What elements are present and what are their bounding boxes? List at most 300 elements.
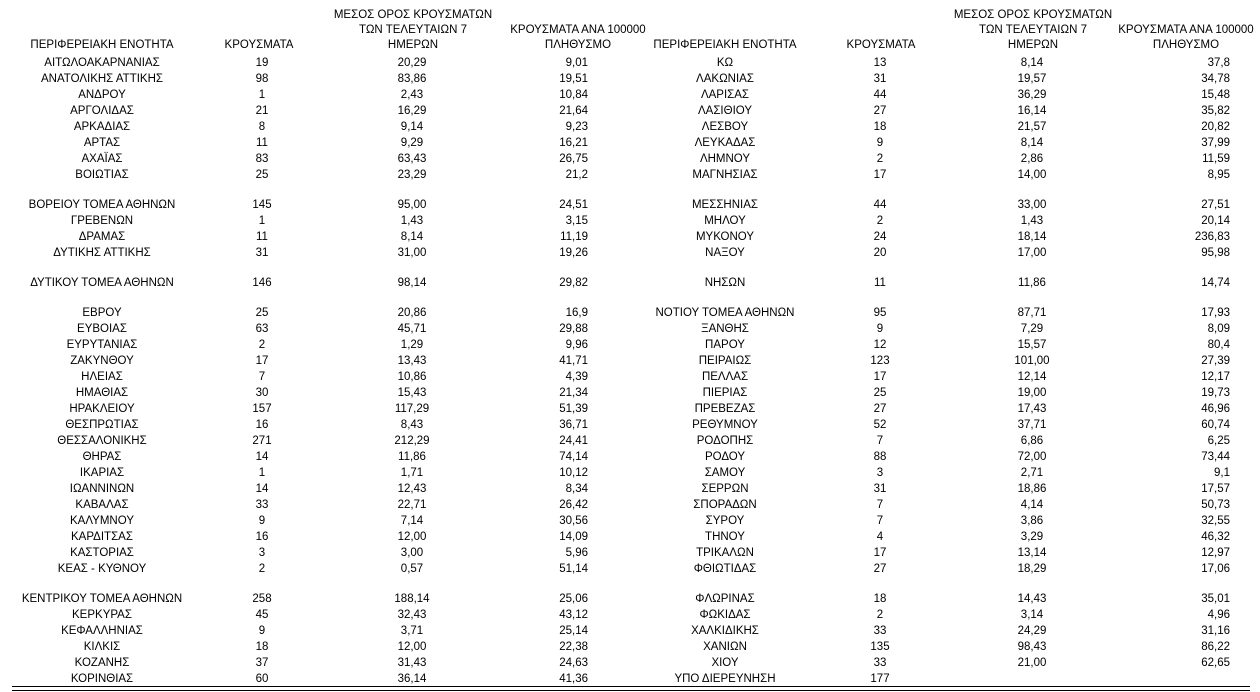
per100k-cell: 43,12 bbox=[559, 609, 588, 621]
per100k-cell: 26,75 bbox=[559, 153, 588, 165]
avg7-cell: 32,43 bbox=[397, 609, 427, 621]
cases-cell: 27 bbox=[873, 105, 887, 117]
avg7-cell: 72,00 bbox=[1017, 451, 1047, 463]
per100k-cell: 26,42 bbox=[559, 499, 588, 511]
avg7-cell: 16,29 bbox=[397, 105, 427, 117]
row-spacer bbox=[640, 261, 810, 275]
per100k-cell: 62,65 bbox=[1201, 657, 1230, 669]
avg7-cell: 15,43 bbox=[397, 387, 427, 399]
region-cell: ΦΘΙΩΤΙΔΑΣ bbox=[693, 563, 757, 575]
region-cell: ΜΗΛΟΥ bbox=[704, 215, 746, 227]
avg7-cell: 15,57 bbox=[1017, 339, 1047, 351]
region-cell: ΚΙΛΚΙΣ bbox=[83, 641, 121, 653]
row-spacer bbox=[528, 183, 588, 197]
row-spacer bbox=[992, 577, 1072, 591]
per100k-cell: 25,06 bbox=[559, 593, 588, 605]
avg7-cell: 4,14 bbox=[1020, 499, 1044, 511]
region-cell: ΦΛΩΡΙΝΑΣ bbox=[695, 593, 755, 605]
cases-cell: 19 bbox=[255, 57, 269, 69]
cases-cell: 27 bbox=[873, 403, 887, 415]
region-cell: ΑΝΑΤΟΛΙΚΗΣ ΑΤΤΙΚΗΣ bbox=[40, 73, 163, 85]
per100k-cell: 31,16 bbox=[1201, 625, 1230, 637]
avg7-cell: 14,00 bbox=[1017, 169, 1047, 181]
avg7-cell: 1,43 bbox=[400, 215, 424, 227]
left-region-column bbox=[12, 55, 192, 687]
per100k-cell: 4,39 bbox=[565, 371, 588, 383]
avg7-cell: 98,14 bbox=[397, 277, 427, 289]
per100k-cell: 35,82 bbox=[1201, 105, 1230, 117]
row-spacer bbox=[992, 261, 1072, 275]
cases-cell: 45 bbox=[255, 609, 269, 621]
avg7-cell: 1,43 bbox=[1020, 215, 1044, 227]
row-spacer bbox=[222, 183, 302, 197]
cases-cell: 14 bbox=[255, 483, 269, 495]
cases-cell: 12 bbox=[873, 339, 887, 351]
per100k-cell: 21,2 bbox=[565, 169, 588, 181]
bottom-double-rule bbox=[12, 686, 1250, 691]
cases-cell: 63 bbox=[255, 323, 269, 335]
avg7-cell: 24,29 bbox=[1017, 625, 1047, 637]
region-cell: ΣΥΡΟΥ bbox=[705, 515, 745, 527]
per100k-cell: 19,51 bbox=[559, 73, 588, 85]
cases-cell: 157 bbox=[252, 403, 272, 415]
per100k-cell: 51,14 bbox=[559, 563, 588, 575]
avg7-cell: 9,14 bbox=[400, 121, 424, 133]
region-cell: ΠΕΛΛΑΣ bbox=[701, 371, 749, 383]
cases-cell: 9 bbox=[258, 515, 266, 527]
region-cell: ΕΒΡΟΥ bbox=[82, 307, 122, 319]
avg7-cell: 3,29 bbox=[1020, 531, 1044, 543]
per100k-cell: 25,14 bbox=[559, 625, 588, 637]
region-cell: ΑΝΔΡΟΥ bbox=[78, 89, 126, 101]
avg7-cell: 11,86 bbox=[1018, 277, 1046, 289]
left-header-cases bbox=[214, 38, 304, 53]
per100k-cell: 236,83 bbox=[1194, 231, 1230, 243]
row-spacer bbox=[222, 291, 302, 305]
per100k-cell: 14,74 bbox=[1201, 277, 1230, 289]
cases-cell: 8 bbox=[258, 121, 266, 133]
header-region-label: ΠΕΡΙΦΕΡΕΙΑΚΗ ΕΝΟΤΗΤΑ bbox=[653, 39, 797, 51]
per100k-cell: 17,06 bbox=[1201, 563, 1230, 575]
region-cell: ΠΑΡΟΥ bbox=[705, 339, 745, 351]
cases-cell: 4 bbox=[876, 531, 884, 543]
per100k-cell: 15,48 bbox=[1201, 89, 1230, 101]
cases-cell: 83 bbox=[255, 153, 269, 165]
avg7-cell: 13,14 bbox=[1017, 547, 1047, 559]
right-avg7-column bbox=[992, 55, 1072, 687]
region-cell: ΒΟΙΩΤΙΑΣ bbox=[75, 169, 129, 181]
left-cases-column bbox=[222, 55, 302, 687]
cases-cell: 2 bbox=[258, 339, 266, 351]
per100k-cell: 30,56 bbox=[559, 515, 588, 527]
avg7-cell: 9,29 bbox=[400, 137, 424, 149]
cases-cell: 14 bbox=[255, 451, 269, 463]
left-per100k-column bbox=[528, 55, 588, 687]
cases-cell: 7 bbox=[876, 499, 884, 511]
region-cell: ΚΕΡΚΥΡΑΣ bbox=[72, 609, 132, 621]
cases-cell: 1 bbox=[258, 467, 266, 479]
avg7-cell: 83,86 bbox=[397, 73, 427, 85]
region-cell: ΚΑΛΥΜΝΟΥ bbox=[70, 515, 134, 527]
avg7-cell: 12,00 bbox=[397, 531, 427, 543]
cases-cell: 9 bbox=[876, 323, 884, 335]
per100k-cell: 10,12 bbox=[559, 467, 588, 479]
cases-cell: 258 bbox=[252, 593, 272, 605]
cases-cell: 2 bbox=[876, 215, 884, 227]
cases-cell: 17 bbox=[255, 355, 269, 367]
per100k-cell: 4,96 bbox=[1207, 609, 1230, 621]
right-header-region bbox=[640, 38, 810, 53]
region-cell: ΠΡΕΒΕΖΑΣ bbox=[694, 403, 756, 415]
avg7-cell: 22,71 bbox=[397, 499, 427, 511]
avg7-cell: 16,14 bbox=[1017, 105, 1047, 117]
header-avg7-line-1: ΜΕΣΟΣ ΟΡΟΣ ΚΡΟΥΣΜΑΤΩΝ bbox=[953, 9, 1113, 21]
avg7-cell: 0,57 bbox=[400, 563, 424, 575]
cases-cell: 1 bbox=[258, 89, 266, 101]
row-spacer bbox=[372, 261, 452, 275]
per100k-cell: 9,1 bbox=[1214, 467, 1230, 479]
cases-cell: 20 bbox=[873, 247, 887, 259]
avg7-cell: 10,86 bbox=[397, 371, 427, 383]
right-header-cases bbox=[836, 38, 926, 53]
cases-cell: 3 bbox=[876, 467, 884, 479]
per100k-cell: 12,17 bbox=[1201, 371, 1230, 383]
per100k-cell: 27,39 bbox=[1201, 355, 1230, 367]
region-cell: ΖΑΚΥΝΘΟΥ bbox=[70, 355, 134, 367]
avg7-cell: 8,14 bbox=[1020, 57, 1044, 69]
per100k-cell: 86,22 bbox=[1201, 641, 1230, 653]
cases-cell: 271 bbox=[252, 435, 272, 447]
per100k-cell: 29,82 bbox=[559, 277, 588, 289]
cases-cell: 17 bbox=[873, 547, 887, 559]
per100k-cell: 9,23 bbox=[565, 121, 588, 133]
region-cell: ΑΙΤΩΛΟΑΚΑΡΝΑΝΙΑΣ bbox=[44, 57, 160, 69]
region-cell: ΥΠΟ ΔΙΕΡΕΥΝΗΣΗ bbox=[674, 673, 776, 685]
per100k-cell: 8,34 bbox=[565, 483, 588, 495]
left-header-avg7 bbox=[328, 8, 498, 53]
avg7-cell: 3,71 bbox=[400, 625, 424, 637]
row-spacer bbox=[12, 577, 192, 591]
avg7-cell: 8,14 bbox=[400, 231, 424, 243]
cases-cell: 33 bbox=[873, 625, 887, 637]
row-spacer bbox=[528, 291, 588, 305]
per100k-cell: 20,82 bbox=[1201, 121, 1230, 133]
row-spacer bbox=[12, 291, 192, 305]
per100k-cell: 24,51 bbox=[559, 199, 588, 211]
avg7-cell: 101,00 bbox=[1014, 355, 1050, 367]
avg7-cell: 17,43 bbox=[1017, 403, 1047, 415]
region-cell: ΔΥΤΙΚΟΥ ΤΟΜΕΑ ΑΘΗΝΩΝ bbox=[30, 277, 174, 289]
header-avg7-line-2: ΤΩΝ ΤΕΛΕΥΤΑΙΩΝ 7 bbox=[979, 24, 1087, 36]
region-cell: ΕΥΒΟΙΑΣ bbox=[77, 323, 127, 335]
avg7-cell: 36,29 bbox=[1017, 89, 1047, 101]
per100k-cell: 37,99 bbox=[1201, 137, 1230, 149]
row-spacer bbox=[992, 291, 1072, 305]
avg7-cell: 7,14 bbox=[400, 515, 424, 527]
avg7-cell: 21,00 bbox=[1017, 657, 1047, 669]
header-per100k-line-1: ΚΡΟΥΣΜΑΤΑ ΑΝΑ 100000 bbox=[510, 24, 646, 36]
cases-cell: 52 bbox=[873, 419, 887, 431]
row-spacer bbox=[1170, 577, 1230, 591]
region-cell: ΙΚΑΡΙΑΣ bbox=[79, 467, 125, 479]
cases-cell: 18 bbox=[873, 593, 887, 605]
per100k-cell: 12,97 bbox=[1201, 547, 1230, 559]
avg7-cell: 31,00 bbox=[397, 247, 427, 259]
cases-cell: 7 bbox=[876, 435, 884, 447]
cases-cell: 24 bbox=[873, 231, 887, 243]
avg7-cell: 19,00 bbox=[1017, 387, 1047, 399]
per100k-cell: 27,51 bbox=[1201, 199, 1230, 211]
per100k-cell: 21,34 bbox=[559, 387, 588, 399]
cases-cell: 95 bbox=[873, 307, 887, 319]
region-cell: ΚΕΝΤΡΙΚΟΥ ΤΟΜΕΑ ΑΘΗΝΩΝ bbox=[21, 593, 183, 605]
avg7-cell: 98,43 bbox=[1017, 641, 1047, 653]
region-cell: ΞΑΝΘΗΣ bbox=[701, 323, 749, 335]
per100k-cell: 51,39 bbox=[559, 403, 588, 415]
per100k-cell: 9,96 bbox=[565, 339, 588, 351]
region-cell: ΔΡΑΜΑΣ bbox=[78, 231, 126, 243]
per100k-cell: 10,84 bbox=[559, 89, 588, 101]
per100k-cell: 3,15 bbox=[565, 215, 588, 227]
cases-cell: 135 bbox=[870, 641, 890, 653]
cases-cell: 25 bbox=[255, 169, 269, 181]
left-avg7-column bbox=[372, 55, 452, 687]
header-avg7-line-2: ΤΩΝ ΤΕΛΕΥΤΑΙΩΝ 7 bbox=[359, 24, 467, 36]
avg7-cell: 188,14 bbox=[394, 593, 430, 605]
avg7-cell bbox=[992, 671, 1072, 687]
region-cell: ΧΑΛΚΙΔΙΚΗΣ bbox=[691, 625, 759, 637]
cases-cell: 98 bbox=[255, 73, 269, 85]
per100k-cell: 8,95 bbox=[1207, 169, 1230, 181]
region-cell: ΚΟΖΑΝΗΣ bbox=[74, 657, 130, 669]
avg7-cell: 12,00 bbox=[397, 641, 427, 653]
cases-cell: 13 bbox=[873, 57, 887, 69]
region-cell: ΦΩΚΙΔΑΣ bbox=[699, 609, 751, 621]
right-header-per100k bbox=[1108, 23, 1260, 53]
header-avg7-line-3: ΗΜΕΡΩΝ bbox=[387, 39, 439, 51]
per100k-cell: 24,41 bbox=[559, 435, 588, 447]
region-cell: ΤΡΙΚΑΛΩΝ bbox=[696, 547, 754, 559]
region-cell: ΘΕΣΠΡΩΤΙΑΣ bbox=[65, 419, 139, 431]
avg7-cell: 33,00 bbox=[1017, 199, 1047, 211]
region-cell: ΕΥΡΥΤΑΝΙΑΣ bbox=[66, 339, 138, 351]
row-spacer bbox=[528, 577, 588, 591]
region-cell: ΠΙΕΡΙΑΣ bbox=[702, 387, 748, 399]
header-per100k-line-2: ΠΛΗΘΥΣΜΟ bbox=[1152, 39, 1220, 51]
per100k-cell: 8,09 bbox=[1207, 323, 1230, 335]
row-spacer bbox=[840, 183, 920, 197]
avg7-cell: 18,29 bbox=[1017, 563, 1047, 575]
per100k-cell: 11,19 bbox=[560, 231, 588, 243]
right-region-column bbox=[640, 55, 810, 687]
region-cell: ΧΙΟΥ bbox=[711, 657, 739, 669]
header-avg7-line-1: ΜΕΣΟΣ ΟΡΟΣ ΚΡΟΥΣΜΑΤΩΝ bbox=[333, 9, 493, 21]
region-cell: ΓΡΕΒΕΝΩΝ bbox=[70, 215, 134, 227]
cases-cell: 27 bbox=[873, 563, 887, 575]
cases-cell: 21 bbox=[255, 105, 269, 117]
region-cell: ΛΗΜΝΟΥ bbox=[699, 153, 751, 165]
cases-cell: 11 bbox=[874, 277, 886, 289]
region-cell: ΤΗΝΟΥ bbox=[705, 531, 745, 543]
region-cell: ΚΑΣΤΟΡΙΑΣ bbox=[70, 547, 134, 559]
per100k-cell: 17,93 bbox=[1201, 307, 1230, 319]
per100k-cell: 32,55 bbox=[1201, 515, 1230, 527]
cases-cell: 33 bbox=[873, 657, 887, 669]
region-cell: ΜΑΓΝΗΣΙΑΣ bbox=[692, 169, 758, 181]
cases-cell: 177 bbox=[870, 673, 890, 685]
row-spacer bbox=[12, 183, 192, 197]
cases-cell: 2 bbox=[258, 563, 266, 575]
region-cell: ΔΥΤΙΚΗΣ ΑΤΤΙΚΗΣ bbox=[53, 247, 151, 259]
region-cell: ΑΧΑΪΑΣ bbox=[81, 153, 123, 165]
region-cell: ΛΑΚΩΝΙΑΣ bbox=[696, 73, 754, 85]
region-cell: ΝΑΞΟΥ bbox=[705, 247, 745, 259]
avg7-cell: 23,29 bbox=[397, 169, 427, 181]
region-cell: ΚΕΦΑΛΛΗΝΙΑΣ bbox=[61, 625, 143, 637]
per100k-cell: 80,4 bbox=[1207, 339, 1230, 351]
row-spacer bbox=[372, 577, 452, 591]
region-cell: ΛΑΡΙΣΑΣ bbox=[700, 89, 750, 101]
row-spacer bbox=[1170, 261, 1230, 275]
cases-cell: 33 bbox=[255, 499, 269, 511]
cases-cell: 11 bbox=[256, 137, 268, 149]
left-header-region bbox=[14, 38, 190, 53]
row-spacer bbox=[222, 577, 302, 591]
avg7-cell: 8,43 bbox=[400, 419, 424, 431]
right-cases-column bbox=[840, 55, 920, 687]
avg7-cell: 45,71 bbox=[397, 323, 427, 335]
cases-cell: 31 bbox=[255, 247, 269, 259]
region-cell: ΑΡΓΟΛΙΔΑΣ bbox=[70, 105, 134, 117]
header-cases-label: ΚΡΟΥΣΜΑΤΑ bbox=[846, 39, 916, 51]
per100k-cell: 35,01 bbox=[1201, 593, 1230, 605]
per100k-cell: 41,71 bbox=[559, 355, 588, 367]
cases-cell: 7 bbox=[258, 371, 266, 383]
avg7-cell: 95,00 bbox=[397, 199, 427, 211]
region-cell: ΗΜΑΘΙΑΣ bbox=[75, 387, 129, 399]
region-cell: ΑΡΤΑΣ bbox=[83, 137, 121, 149]
avg7-cell: 19,57 bbox=[1017, 73, 1047, 85]
avg7-cell: 13,43 bbox=[397, 355, 427, 367]
row-spacer bbox=[840, 577, 920, 591]
row-spacer bbox=[640, 291, 810, 305]
region-cell: ΚΑΡΔΙΤΣΑΣ bbox=[71, 531, 133, 543]
region-cell: ΣΑΜΟΥ bbox=[704, 467, 746, 479]
per100k-cell: 16,21 bbox=[559, 137, 588, 149]
row-spacer bbox=[1170, 291, 1230, 305]
per100k-cell: 19,73 bbox=[1201, 387, 1230, 399]
per100k-cell: 6,25 bbox=[1207, 435, 1230, 447]
region-cell: ΘΗΡΑΣ bbox=[82, 451, 122, 463]
cases-cell: 1 bbox=[258, 215, 266, 227]
row-spacer bbox=[372, 291, 452, 305]
region-cell: ΜΕΣΣΗΝΙΑΣ bbox=[691, 199, 759, 211]
region-cell: ΛΕΣΒΟΥ bbox=[701, 121, 749, 133]
per100k-cell: 16,9 bbox=[565, 307, 588, 319]
cases-cell: 88 bbox=[873, 451, 887, 463]
row-spacer bbox=[372, 183, 452, 197]
avg7-cell: 12,14 bbox=[1017, 371, 1047, 383]
header-per100k-line-2: ΠΛΗΘΥΣΜΟ bbox=[544, 39, 612, 51]
region-cell: ΧΑΝΙΩΝ bbox=[703, 641, 747, 653]
per100k-cell: 11,59 bbox=[1202, 153, 1230, 165]
per100k-cell: 60,74 bbox=[1201, 419, 1230, 431]
avg7-cell: 36,14 bbox=[397, 673, 427, 685]
row-spacer bbox=[222, 261, 302, 275]
row-spacer bbox=[840, 261, 920, 275]
cases-cell: 25 bbox=[873, 387, 887, 399]
cases-cell: 2 bbox=[876, 609, 884, 621]
avg7-cell: 117,29 bbox=[394, 403, 430, 415]
avg7-cell: 8,14 bbox=[1020, 137, 1044, 149]
cases-cell: 145 bbox=[252, 199, 272, 211]
row-spacer bbox=[1170, 183, 1230, 197]
header-region-label: ΠΕΡΙΦΕΡΕΙΑΚΗ ΕΝΟΤΗΤΑ bbox=[30, 39, 174, 51]
avg7-cell: 37,71 bbox=[1017, 419, 1047, 431]
per100k-cell: 22,38 bbox=[559, 641, 588, 653]
per100k-cell: 19,26 bbox=[559, 247, 588, 259]
cases-cell: 60 bbox=[255, 673, 269, 685]
per100k-cell: 36,71 bbox=[559, 419, 588, 431]
avg7-cell: 7,29 bbox=[1020, 323, 1044, 335]
per100k-cell: 73,44 bbox=[1201, 451, 1230, 463]
row-spacer bbox=[640, 183, 810, 197]
header-per100k-line-1: ΚΡΟΥΣΜΑΤΑ ΑΝΑ 100000 bbox=[1118, 24, 1254, 36]
region-cell: ΠΕΙΡΑΙΩΣ bbox=[698, 355, 752, 367]
avg7-cell: 12,43 bbox=[397, 483, 427, 495]
row-spacer bbox=[528, 261, 588, 275]
region-cell: ΝΗΣΩΝ bbox=[704, 277, 746, 289]
cases-cell: 146 bbox=[252, 277, 272, 289]
cases-cell: 31 bbox=[873, 73, 887, 85]
avg7-cell: 17,00 bbox=[1017, 247, 1047, 259]
region-cell: ΑΡΚΑΔΙΑΣ bbox=[73, 121, 131, 133]
cases-cell: 2 bbox=[876, 153, 884, 165]
avg7-cell: 11,86 bbox=[398, 451, 426, 463]
avg7-cell: 87,71 bbox=[1017, 307, 1047, 319]
per100k-cell: 14,09 bbox=[559, 531, 588, 543]
region-cell: ΡΟΔΟΠΗΣ bbox=[696, 435, 754, 447]
cases-cell: 44 bbox=[873, 89, 887, 101]
cases-cell: 44 bbox=[873, 199, 887, 211]
cases-cell: 17 bbox=[873, 371, 887, 383]
region-cell: ΘΕΣΣΑΛΟΝΙΚΗΣ bbox=[57, 435, 147, 447]
avg7-cell: 63,43 bbox=[397, 153, 427, 165]
region-cell: ΒΟΡΕΙΟΥ ΤΟΜΕΑ ΑΘΗΝΩΝ bbox=[28, 199, 176, 211]
region-cell: ΚΑΒΑΛΑΣ bbox=[75, 499, 129, 511]
region-cell: ΡΕΘΥΜΝΟΥ bbox=[692, 419, 758, 431]
cases-cell: 31 bbox=[873, 483, 887, 495]
avg7-cell: 1,29 bbox=[400, 339, 424, 351]
per100k-cell: 74,14 bbox=[559, 451, 588, 463]
per100k-cell: 46,96 bbox=[1201, 403, 1230, 415]
avg7-cell: 18,86 bbox=[1017, 483, 1047, 495]
avg7-cell: 31,43 bbox=[397, 657, 427, 669]
region-cell: ΝΟΤΙΟΥ ΤΟΜΕΑ ΑΘΗΝΩΝ bbox=[655, 307, 795, 319]
row-spacer bbox=[840, 291, 920, 305]
per100k-cell: 46,32 bbox=[1201, 531, 1230, 543]
row-spacer bbox=[640, 577, 810, 591]
region-cell: ΡΟΔΟΥ bbox=[704, 451, 746, 463]
avg7-cell: 20,29 bbox=[397, 57, 427, 69]
region-cell: ΚΩ bbox=[716, 57, 734, 69]
avg7-cell: 2,86 bbox=[1020, 153, 1044, 165]
per100k-cell: 20,14 bbox=[1201, 215, 1230, 227]
per100k-cell: 41,36 bbox=[559, 673, 588, 685]
region-cell: ΚΕΑΣ - ΚΥΘΝΟΥ bbox=[57, 563, 147, 575]
avg7-cell: 2,71 bbox=[1020, 467, 1044, 479]
region-cell: ΣΕΡΡΩΝ bbox=[701, 483, 749, 495]
